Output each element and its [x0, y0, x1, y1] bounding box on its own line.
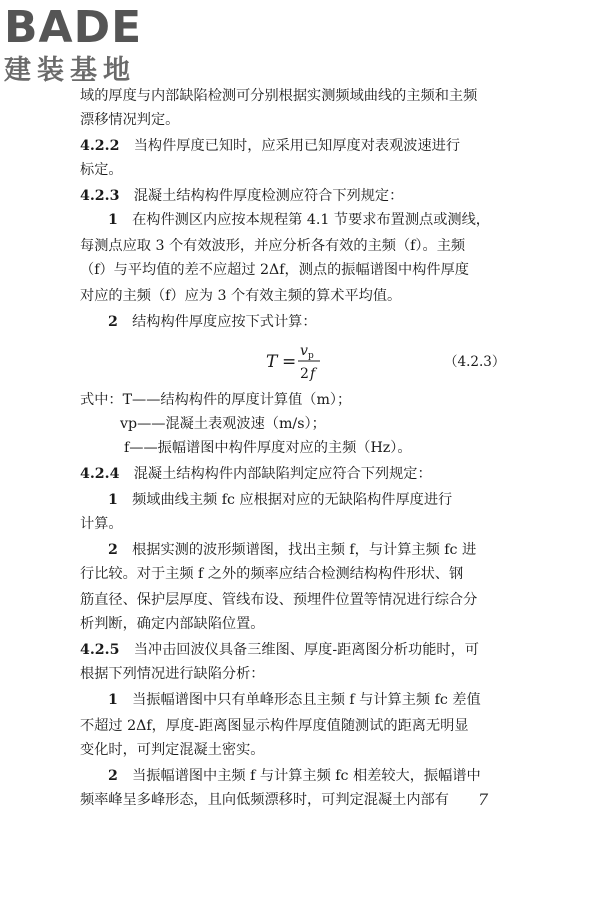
brand-logo: [4, 2, 176, 92]
svg-text:p: p: [308, 351, 314, 361]
text-line: 筋直径、保护层厚度、管线布设、预埋件位置等情况进行综合分: [80, 592, 478, 608]
item-text: 在构件测区内应按本规程第 4.1 节要求布置测点或测线，: [117, 212, 490, 228]
text-line: 每测点应取 3 个有效波形，并应分析各有效的主频（f）。主频: [80, 238, 466, 254]
item-number: 2: [108, 314, 118, 330]
text-line: 根据下列情况进行缺陷分析：: [80, 666, 265, 682]
item-line: [108, 490, 452, 510]
svg-text:f: f: [310, 366, 316, 382]
item-text: 根据实测的波形频谱图，找出主频 f，与计算主频 fc 进: [117, 542, 477, 558]
clause-text: 混凝土结构构件厚度检测应符合下列规定：: [119, 188, 404, 204]
svg-text:=: =: [282, 352, 297, 372]
item-text: 当振幅谱图中只有单峰形态且主频 f 与计算主频 fc 差值: [117, 692, 481, 708]
text-line: f——振幅谱图中构件厚度对应的主频（Hz）。: [124, 440, 412, 456]
clause-number: 4.2.5: [80, 642, 120, 658]
item-line: [108, 312, 317, 332]
clause-4-2-2: [80, 136, 460, 156]
item-text: 结构构件厚度应按下式计算：: [117, 314, 317, 330]
item-number: 1: [108, 692, 118, 708]
item-number: 1: [108, 212, 118, 228]
text-line: 式中：T——结构构件的厚度计算值（m）；: [80, 392, 352, 408]
text-line: 域的厚度与内部缺陷检测可分别根据实测频域曲线的主频和主频: [80, 88, 478, 104]
clause-text: 混凝土结构构件内部缺陷判定应符合下列规定：: [119, 466, 432, 482]
svg-text:2: 2: [300, 366, 309, 382]
text-line: 漂移情况判定。: [80, 112, 180, 128]
item-number: 2: [108, 542, 118, 558]
text-line: 析判断，确定内部缺陷位置。: [80, 616, 265, 632]
text-line: 频率峰呈多峰形态，且向低频漂移时，可判定混凝土内部有: [80, 792, 449, 808]
logo-subtitle: 建装基地: [4, 55, 136, 86]
item-line: [108, 210, 490, 230]
item-line: [108, 540, 476, 560]
text-line: vp——混凝土表观波速（m/s）；: [120, 416, 326, 432]
text-line: 标定。: [80, 162, 123, 178]
item-text: 当振幅谱图中主频 f 与计算主频 fc 相差较大，振幅谱中: [117, 768, 481, 784]
item-number: 2: [108, 768, 118, 784]
text-line: 计算。: [80, 516, 123, 532]
item-line: [108, 766, 481, 786]
page-number: 7: [478, 790, 489, 809]
clause-text: 当构件厚度已知时，应采用已知厚度对表观波速进行: [119, 138, 461, 154]
text-line: 不超过 2Δf，厚度-距离图显示构件厚度值随测试的距离无明显: [80, 718, 469, 734]
formula-graphic: [260, 340, 420, 384]
svg-text:v: v: [300, 343, 308, 359]
clause-number: 4.2.4: [80, 466, 120, 482]
clause-number: 4.2.3: [80, 188, 120, 204]
item-text: 频域曲线主频 fc 应根据对应的无缺陷构件厚度进行: [117, 492, 453, 508]
clause-text: 当冲击回波仪具备三维图、厚度-距离图分析功能时，可: [119, 642, 479, 658]
clause-4-2-4: [80, 464, 432, 484]
clause-4-2-5: [80, 640, 479, 660]
item-line: [108, 690, 481, 710]
text-line: 行比较。对于主频 f 之外的频率应结合检测结构构件形状、钢: [80, 566, 464, 582]
formula-number: （4.2.3）: [444, 354, 506, 370]
clause-4-2-3: [80, 186, 403, 206]
formula-4-2-3: [80, 340, 510, 384]
text-line: 变化时，可判定混凝土密实。: [80, 742, 265, 758]
text-line: （f）与平均值的差不应超过 2Δf，测点的振幅谱图中构件厚度: [80, 262, 469, 278]
item-number: 1: [108, 492, 118, 508]
logo-word: BADE: [4, 2, 143, 53]
svg-text:T: T: [266, 352, 278, 372]
clause-number: 4.2.2: [80, 138, 120, 154]
text-line: 对应的主频（f）应为 3 个有效主频的算术平均值。: [80, 288, 402, 304]
